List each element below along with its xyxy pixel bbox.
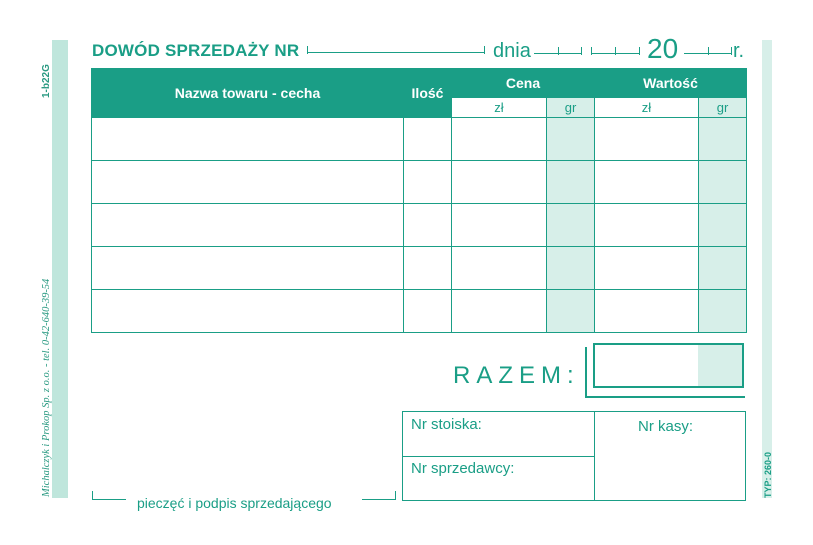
item-qty-cell[interactable]	[404, 290, 452, 333]
price-zl-header: zł	[452, 98, 547, 118]
total-bracket	[585, 347, 587, 397]
number-field-tick	[307, 46, 308, 54]
total-bracket	[585, 396, 745, 398]
year-prefix: 20	[647, 33, 679, 64]
value-gr-cell[interactable]	[699, 118, 747, 161]
year-field-tick	[708, 47, 709, 55]
day-field-tick	[581, 47, 582, 55]
price-gr-cell[interactable]	[547, 204, 595, 247]
price-gr-cell[interactable]	[547, 290, 595, 333]
table-row	[92, 247, 747, 290]
number-field-tick	[484, 46, 485, 54]
month-field-tick	[639, 47, 640, 55]
value-zl-cell[interactable]	[595, 290, 699, 333]
form-code: 1-b22G	[41, 64, 52, 98]
signature-bracket	[92, 499, 126, 500]
item-name-cell[interactable]	[92, 161, 404, 204]
value-zl-cell[interactable]	[595, 161, 699, 204]
month-field-tick	[591, 47, 592, 55]
price-zl-cell[interactable]	[452, 118, 547, 161]
info-divider	[402, 456, 595, 457]
day-field-tick	[558, 47, 559, 55]
date-label: dnia	[493, 40, 531, 62]
total-label: RAZEM:	[453, 362, 580, 389]
price-zl-cell[interactable]	[452, 247, 547, 290]
table-row	[92, 204, 747, 247]
signature-bracket	[362, 499, 396, 500]
item-qty-cell[interactable]	[404, 161, 452, 204]
column-header-price: Cena	[452, 69, 595, 98]
value-gr-cell[interactable]	[699, 247, 747, 290]
price-gr-header: gr	[547, 98, 595, 118]
column-header-value: Wartość	[595, 69, 747, 98]
number-field-line[interactable]	[307, 52, 485, 53]
signature-bracket	[395, 491, 396, 500]
column-header-qty: Ilość	[404, 69, 452, 118]
table-row	[92, 161, 747, 204]
value-gr-cell[interactable]	[699, 290, 747, 333]
item-name-cell[interactable]	[92, 118, 404, 161]
price-gr-cell[interactable]	[547, 118, 595, 161]
item-qty-cell[interactable]	[404, 204, 452, 247]
year-suffix: r.	[733, 40, 745, 62]
column-header-name: Nazwa towaru - cecha	[92, 69, 404, 118]
item-name-cell[interactable]	[92, 204, 404, 247]
table-row	[92, 118, 747, 161]
left-margin-strip	[52, 40, 68, 498]
item-name-cell[interactable]	[92, 290, 404, 333]
value-zl-header: zł	[595, 98, 699, 118]
value-zl-cell[interactable]	[595, 118, 699, 161]
price-zl-cell[interactable]	[452, 290, 547, 333]
form-title: DOWÓD SPRZEDAŻY NR	[92, 41, 300, 60]
month-field-tick	[615, 47, 616, 55]
cashier-number-label: Nr kasy:	[638, 418, 694, 435]
price-zl-cell[interactable]	[452, 161, 547, 204]
price-gr-cell[interactable]	[547, 247, 595, 290]
item-qty-cell[interactable]	[404, 118, 452, 161]
value-zl-cell[interactable]	[595, 247, 699, 290]
item-name-cell[interactable]	[92, 247, 404, 290]
items-table	[91, 68, 747, 333]
stand-number-label: Nr stoiska:	[411, 416, 482, 433]
right-margin-strip	[762, 40, 772, 498]
form-type: TYP: 260-0	[763, 451, 773, 498]
value-gr-header: gr	[699, 98, 747, 118]
table-row	[92, 290, 747, 333]
value-gr-cell[interactable]	[699, 204, 747, 247]
publisher-imprint: Michalczyk i Prokop Sp. z o.o. - tel. 0-42-640-39-54	[41, 278, 52, 497]
value-zl-cell[interactable]	[595, 204, 699, 247]
price-zl-cell[interactable]	[452, 204, 547, 247]
price-gr-cell[interactable]	[547, 161, 595, 204]
value-gr-cell[interactable]	[699, 161, 747, 204]
item-qty-cell[interactable]	[404, 247, 452, 290]
total-field[interactable]	[593, 343, 744, 388]
stamp-signature-label: pieczęć i podpis sprzedającego	[137, 495, 332, 511]
seller-number-label: Nr sprzedawcy:	[411, 460, 515, 477]
